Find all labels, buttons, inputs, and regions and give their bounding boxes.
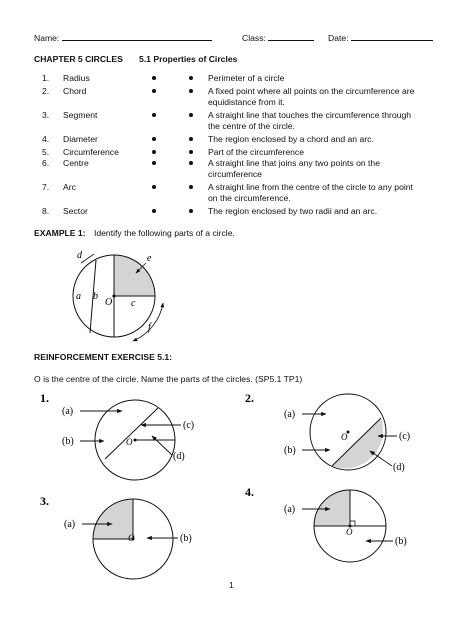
problem-2 (245, 391, 410, 473)
problem-3 (40, 494, 192, 579)
label-a: (a) (62, 406, 74, 417)
label-d: d (77, 250, 82, 261)
date-label: Date: (328, 33, 349, 43)
definition-line: A straight line from the centre of the circle to any point (208, 182, 413, 192)
label-b: (b) (180, 533, 192, 544)
term-number: 8. (42, 206, 50, 216)
term-number: 4. (42, 134, 50, 144)
term-number: 5. (42, 147, 50, 157)
section-title: 5.1 Properties of Circles (139, 54, 238, 64)
definition-line: A straight line that touches the circumference through (208, 110, 412, 120)
term-name: Arc (63, 182, 76, 192)
definition-line: A straight line that joins any two points on the (208, 158, 380, 168)
centre-label: O (128, 533, 135, 543)
segment-shade (332, 418, 383, 468)
page-number: 1 (229, 580, 234, 590)
centre-label: O (126, 437, 133, 447)
term-number: 2. (42, 86, 50, 96)
definition-line: Perimeter of a circle (208, 73, 285, 83)
centre-label: O (346, 527, 353, 537)
problem-1 (40, 391, 194, 480)
reinforcement-title: REINFORCEMENT EXERCISE 5.1: (34, 352, 172, 362)
term-name: Radius (63, 73, 90, 83)
definition-line: Part of the circumference (208, 147, 305, 157)
label-c: (c) (399, 431, 411, 442)
problem-number: 4. (245, 485, 254, 499)
example-centre-point (112, 294, 115, 297)
label-a: a (76, 291, 81, 302)
label-c: (c) (183, 420, 195, 431)
pointer-d (152, 436, 172, 455)
label-b: (b) (284, 445, 296, 456)
term-name: Circumference (63, 147, 119, 157)
term-name: Sector (63, 206, 88, 216)
label-a: (a) (284, 409, 296, 420)
sector-shade (93, 499, 133, 539)
definition-line: equidistance from it. (208, 97, 285, 107)
problem-number: 2. (245, 391, 254, 405)
definition-line: the centre of the circle. (208, 121, 295, 131)
term-number: 6. (42, 158, 50, 168)
term-name: Centre (63, 158, 89, 168)
label-a: (a) (64, 519, 76, 530)
label-d: (d) (173, 451, 185, 462)
example-diagram (73, 250, 163, 341)
reinforcement-instruction: O is the centre of the circle. Name the parts of the circles. (SP5.1 TP1) (34, 374, 303, 384)
label-d: (d) (393, 462, 405, 473)
label-b: (b) (395, 536, 407, 547)
example-text: Identify the following parts of a circle. (93, 228, 235, 238)
term-name: Diameter (63, 134, 98, 144)
name-label: Name: (34, 33, 60, 43)
definition-line: on the circumference. (208, 193, 291, 203)
chord (105, 408, 158, 459)
definition-line: circumference (208, 169, 262, 179)
term-number: 3. (42, 110, 50, 120)
label-b: b (93, 291, 98, 302)
label-c: c (131, 298, 136, 309)
term-name: Segment (63, 110, 98, 120)
label-f: f (148, 322, 151, 333)
term-number: 7. (42, 182, 50, 192)
label-a: (a) (284, 504, 296, 515)
example-label: EXAMPLE 1: (34, 228, 86, 238)
chapter-title: CHAPTER 5 CIRCLES (34, 54, 123, 64)
problem-4 (245, 485, 407, 562)
pointer-d (370, 451, 392, 466)
centre-point (134, 439, 137, 442)
problem-number: 3. (40, 494, 49, 508)
definition-line: A fixed point where all points on the circumference are (208, 86, 415, 96)
class-label: Class: (242, 33, 266, 43)
problem-number: 1. (40, 391, 49, 405)
centre-label: O (341, 432, 348, 442)
term-number: 1. (42, 73, 50, 83)
label-e: e (147, 253, 152, 264)
definition-line: The region enclosed by a chord and an arc. (208, 134, 374, 144)
definition-line: The region enclosed by two radii and an arc. (208, 206, 378, 216)
term-name: Chord (63, 86, 87, 96)
label-b: (b) (62, 436, 74, 447)
label-o: O (105, 297, 113, 308)
